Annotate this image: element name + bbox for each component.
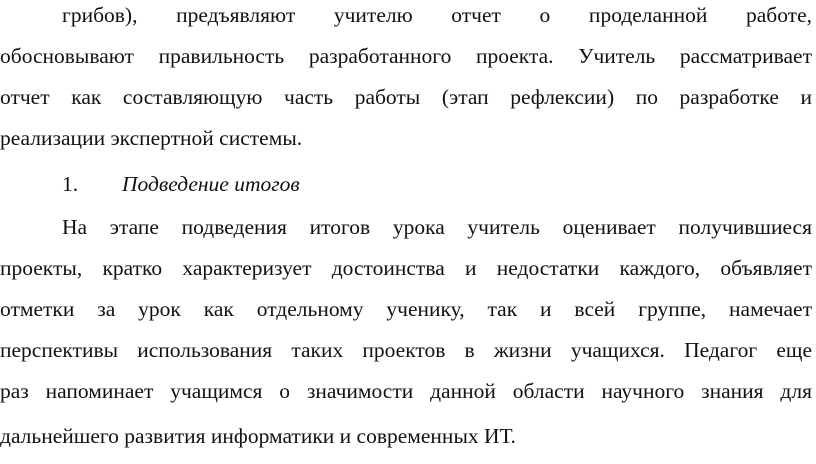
- section-number: 1.: [62, 172, 79, 196]
- paragraph-line: обосновывают правильность разработанного проекта. Учитель рассматривает: [0, 44, 812, 68]
- paragraph-line: На этапе подведения итогов урока учитель оценивает получившиеся: [62, 215, 812, 239]
- paragraph-line: раз напоминает учащимся о значимости данной области научного знания для: [0, 379, 812, 403]
- paragraph-line: реализации экспертной системы.: [0, 126, 303, 150]
- paragraph-line: отчет как составляющую часть работы (этап рефлексии) по разработке и: [0, 85, 812, 109]
- paragraph-line: перспективы использования таких проектов в жизни учащихся. Педагог еще: [0, 338, 812, 362]
- paragraph-line: дальнейшего развития информатики и современных ИТ.: [0, 424, 516, 448]
- paragraph-line: проекты, кратко характеризует достоинства и недостатки каждого, объявляет: [0, 256, 812, 280]
- paragraph-line: отметки за урок как отдельному ученику, так и всей группе, намечает: [0, 297, 812, 321]
- section-heading: Подведение итогов: [122, 172, 300, 196]
- paragraph-line: грибов), предъявляют учителю отчет о проделанной работе,: [62, 3, 812, 27]
